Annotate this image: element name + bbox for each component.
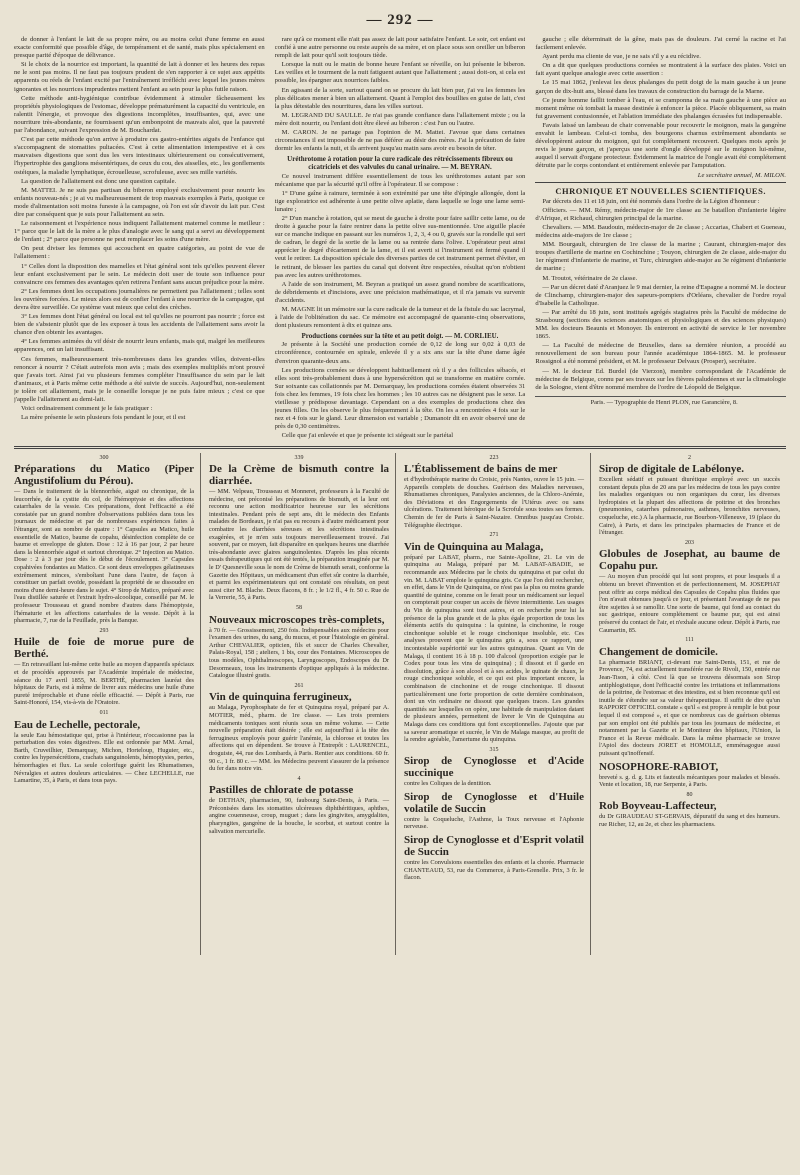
- ad-body: préparé par LABAT, pharm., rue Sainte-Apolline, 21. Le vin de quinquina au Malaga, préparé par M. LABAT-ABADIE, se recommande aux Médecins par le choix du quinquina et par celui du vin. M. LABAT emploie le quinquina gris. Ce que l'on doit rechercher, en effet, dans le Vin de Quinquina, ce n'est pas la plus ou moins grande quantité de quinine, comme on le ferait pour un médicament sur lequel on compterait pour couper un accès de fièvre intermittente. Les usages du Vin de quinquina sont tout autres, et on recherche pour lui la présence de la plus grande et de la plus égale proportion de tous les éléments actifs du quinquina : la quinine, la cinchonine, le rouge cinchonique soluble et le rouge cinchonique insoluble, etc. Ces analyses prouvent que le quinquina gris a, sous ce rapport, une incontestable supériorité sur les autres quinquinas. Quant au Vin de Malaga, il contient 16 à 18 p. 100 d'alcool (proportion exigée par le Codex pour tous les vins de quinquina) ; il dissout et il garde en dissolution, grâce à son alcool et à ses acides, le quinate de chaux, le rouge cinchonique soluble, et ce qui est plus important encore, la combinaison de cinchonine et de rouge cinchonique. Il dissout particulièrement une forte proportion de cette dernière combinaison, dont un vin ordinaire ne dissout que quelques traces. Les grandes quantités sur lesquelles on opère, une habitude de manipulation datant de plusieurs années, permettent de livrer le Vin de Quinquina au Malaga dans ces conditions qui font exceptionnelles. J'ajoute que par sa saveur aromatique et sucrée, le Vin de Malaga masque, au profit de la rendre agréable, l'amertume du quinquina.: [404, 553, 584, 744]
- ad-number: 011: [99, 709, 109, 716]
- paragraph: 1° Celles dont la disposition des mamelles et l'état général sont tels qu'elles peuvent élever leur enfant exclusivement par le sein. Le médecin doit user de toute son influence pour convaincre ces femmes des avantages qu'en retirera l'enfant sans aucun préjudice pour la mère.: [14, 262, 265, 286]
- paragraph: 3° Les femmes dont l'état général ou local est tel qu'elles ne pourront pas nourrir ; force est bien de s'abstenir plutôt que de les exposer à tous les accidents de l'allaitement sans avoir la chance d'en obtenir les avantages.: [14, 313, 265, 337]
- section-divider: [14, 446, 786, 449]
- divider: [535, 182, 786, 183]
- paragraph: Si le choix de la nourrice est important, la quantité de lait à donner et les heures des repas ne le sont pas moins. Il ne faut pas toujours prudent de s'en rapporter à ce sujet aux appétits apparents ou réels de l'enfant excité par l'entraînement irréfléchi avec lequel les jeunes mères ignorantes et les nourrices imprudentes mettent l'enfant au sein pour la plus futile raison.: [14, 61, 265, 93]
- ad-body: — MM. Velpeau, Trousseau et Monneret, professeurs à la Faculté de médecine, ont préconisé les préparations de bismuth, et la leur ont reconnu une action modificatrice heureuse sur les sécrétions intestinales. Pendant près de sept ans, dit le médecin des Enfants malades de Bordeaux, je n'ai pas eu recours à d'autre médicament pour combattre les diarrhées séreuses et les sécrétions intestinales exagérées, et je m'en suis toujours merveilleusement trouvé. J'ai souvent, par ce moyen, fait disparaître en quelques heures une diarrhée très-abondante avec glaires sanguinolentes. D'après les plus récents essais thérapeutiques qui ont été tentés, la préparation imaginée par M. le D' Quesneville sous le nom de Crème de bismuth serait, conforme la Gazette des Hôpitaux, un médicament d'un effet sûr contre la diarrhée, et parmi les expérimentateurs qui ont constaté ces résultats, on peut aussi citer M. Blache. Deux flacons, 8 fr. ; le 1/2 fl., 4 fr. 50 c. Rue de la Verrerie, 55, à Paris.: [209, 488, 389, 602]
- ad-column-4: [599, 453, 786, 955]
- advertisement: [209, 605, 389, 680]
- advertisement: [14, 455, 194, 625]
- paragraph: Ce nouvel instrument diffère essentiellement de tous les uréthrotomes autant par son mécanisme que par la sécurité qu'il offre à l'opérateur. Il se compose :: [274, 172, 526, 188]
- ad-title: Vin de Quinquina au Malaga,: [404, 540, 544, 553]
- article-column-3: [535, 36, 786, 442]
- ad-column-3: [404, 453, 591, 955]
- paragraph: rare qu'à ce moment elle n'ait pas assez de lait pour satisfaire l'enfant. Le soir, cet enfant est confié à une autre personne ou reste auprès de sa mère, et on place sous son oreiller un biberon rempli de lait pour qu'il soit toujours tiède.: [274, 36, 526, 60]
- paragraph: On a dit que quelques productions cornées se montraient à la surface des plaies. Voici un fait ayant quelque analogie avec cette assertion :: [535, 62, 786, 78]
- ad-body: — Dans le traitement de la blennorrhée, aiguë ou chronique, de la leucorrhée, de la cystite du col, de l'hémoptysie et des affections catarrhales de la vessie. Ces préparations, dont l'efficacité a été constatée par un grand nombre d'observations publiées dans tous les journaux de médecine et par de nombreuses expériences faites à l'étranger, sont au nombre de quatre : 1° Capsules au Matico, huile essentielle de Matico, baume de copahu, désinfection complète de ce baume et enveloppe de gluten. Dose : 12 à 16 par jour, 2 par heure dans la blennorrhée aiguë et surtout chronique. 2° Injection au Matico. Dose : 2 à 3 par jour dès le début de l'écoulement. 3° Capsules copahivées fondantes au Matico. Ce sont deux enveloppes gélatineuses extrêmement minces, s'emboîtant l'une dans l'autre, de façon à constituer un parfait ovoïde, possédant la propriété de se dissoudre en moins d'une demi-heure dans le sujet. 4° Sirop de Matico, préparé avec l'eau distillée saturée et l'extrait hydro-alcoolique, conseillé par M. le professeur Trousseau et grand nombre d'autres dans l'hémoptysie, l'hématurie et les affections catarrhales de la vessie. Dépôt à la pharmacie, 7, rue de la Feuillade, près la Banque.: [14, 488, 194, 625]
- ad-number: 80: [686, 791, 693, 798]
- ad-body: breveté s. g. d. g. Lits et fauteuils mécaniques pour malades et blessés. Vente et location, 18, rue Serpente, à Paris.: [599, 773, 780, 789]
- ad-title: Sirop de Cynoglosse et d'Huile volatile de Succin: [404, 790, 584, 815]
- paragraph: M. MATTEI. Je ne suis pas partisan du biberon employé exclusivement pour nourrir les enfants nouveau-nés ; je ai vu malheureusement de trop mauvais exemples à Paris, quoique ce mode d'alimentation soit moins funeste à la campagne, où l'on est sûr d'avoir du lait pur. C'est dire par conséquent que je suis pour l'allaitement au sein.: [14, 186, 265, 218]
- advertisement: [404, 455, 584, 530]
- paragraph: A l'aide de son instrument, M. Beyran a pratiqué un assez grand nombre de scarifications, de débridements et d'incisions, avec une précision mathématique, et il n'a jamais vu survenir d'accidents.: [274, 280, 526, 304]
- section-heading: Productions cornées sur la tête et au petit doigt. — M. CORLIEU.: [301, 332, 499, 341]
- paragraph: M. MAGNE lit un mémoire sur la cure radicale de la tumeur et de la fistule du sac lacrymal, à l'aide de l'oblitération du sac. Ce mémoire est accompagné de quarante-cinq observations, dont plusieurs remontent à dix et quinze ans.: [274, 306, 526, 330]
- ad-body: Excellent sédatif et puissant diurétique employé avec un succès constant depuis plus de 20 ans par les médecins de tous les pays contre les maladies organiques ou non organiques du cœur, les diverses hydropisies et la plupart des affections de poitrine et des bronches (pneumonies, catarrhes pulmonaires, asthmes, bronchites nerveuses, coqueluche, etc.) A la pharmacie, rue Bourbon-Villeneuve, 19 (place du Caire), à Paris, et dans les principales pharmacies de France et de l'étranger.: [599, 476, 780, 537]
- signature: Le secrétaire annuel, M. MILON.: [697, 171, 786, 179]
- ad-title: Huile de foie de morue pure de Berthé.: [14, 636, 194, 661]
- ad-number: 4: [297, 775, 301, 782]
- paragraph: Je présente à la Société une production cornée de 0,12 de long sur 0,02 à 0,03 de circonférence, contournée en spirale, enlevée il y a six ans sur la tête d'une dame âgée d'environ quarante-deux ans.: [274, 341, 526, 365]
- advertisement: [599, 540, 780, 634]
- page-number: — 292 —: [366, 12, 434, 28]
- advertisement: [209, 776, 389, 836]
- paragraph: Ce jeune homme faillit tomber à l'eau, et se cramponna de sa main gauche à une pièce au moment même où tombait la masse destinée à enfoncer la pièce. Placée obliquement, sa main fut gravement contusionnée, et l'ablation immédiate des phalanges écrasées fut indispensable.: [535, 96, 786, 120]
- ad-title: Sirop de Cynoglosse et d'Acide succinique: [404, 755, 584, 780]
- advertisement: [404, 834, 584, 882]
- paragraph: — Par arrêté du 18 juin, sont institués agrégés stagiaires près la Faculté de médecine de Strasbourg (sections des sciences anatomiques et physiologiques et des sciences physiques) MM. les docteurs Beaunis et Monoyer. Ils entreront en activité de service le 1er novembre 1865.: [535, 308, 786, 341]
- paragraph: 2° Les femmes dont les occupations journalières ne permettent pas l'allaitement ; telles sont les ouvrières forcées. Le mieux alors est de confier l'enfant à une nourrice de la campagne, qui devra être surveillée. Ce système vaut mieux que celui des crèches.: [14, 287, 265, 311]
- ad-body: à 70 fr. — Grossissement, 250 fois. Indispensables aux médecins pour l'examen des urines, du sang, du mucus, et pour l'histologie en général. Arthur CHEVALIER, opticien, fils et succr de Charles Chevalier, Palais-Royal, 158 ; ateliers, 1 bis, cour des Fontaines. Microscopes de tous modèles, Ophthalmoscopes, Laryngoscopes, Endoscopes du Dr Desormeaux, tous les instruments d'optique appliqués à la médecine. Catalogue illustré gratis.: [209, 626, 389, 680]
- ad-body: du Dr GIRAUDEAU ST-GERVAIS, dépuratif du sang et des humeurs. rue Richer, 12, au 2e, et chez les pharmaciens.: [599, 813, 780, 828]
- ad-title: Rob Boyveau-Laffecteur,: [599, 800, 717, 813]
- chronicle-heading: CHRONIQUE ET NOUVELLES SCIENTIFIQUES.: [555, 185, 766, 196]
- paragraph: Les productions cornées se développent habituellement où il y a des follicules sébacés, et elles sont très-probablement dues à une hypersécrétion qui se transforme en matière cornée. Sur soixante cas collationnés par M. Demarquay, les productions cornées étaient observées 31 fois chez les femmes, 19 fois chez les hommes ; les 10 autres cas ne désignent pas le sexe. La vieillesse y prédispose davantage. Cependant on a des exemples de productions chez des jeunes filles. On les observe le plus fréquemment à la tête. On les a rencontrées 4 fois sur le nez et 4 fois sur le gland. Leur dimension est variable ; Dumanoir dit en avoir observé une de près de 0,30 centimètres.: [274, 366, 526, 431]
- paragraph: — Par un décret daté d'Aranjuez le 9 mai dernier, la reine d'Espagne a nommé M. le docteur de Clinchamp, chirurgien-major des sapeurs-pompiers d'Orléans, chevalier de l'ordre royal d'Isabelle la Catholique.: [535, 283, 786, 307]
- paragraph: gauche ; elle déterminait de la gêne, mais pas de douleurs. J'ai cerné la racine et l'ai facilement enlevée.: [535, 36, 786, 52]
- paragraph: de donner à l'enfant le lait de sa propre mère, ou au moins celui d'une femme en aussi exacte conformité que possible d'âge, de tempérament et de santé, mais plus spécialement en presque parité d'époque de délivrance.: [14, 36, 265, 60]
- paragraph: M. LEGRAND DU SAULLE. Je n'ai pas grande confiance dans l'allaitement mixte ; ou la mère doit nourrir, ou l'enfant doit être élevé au biberon : c'est l'un ou l'autre.: [274, 111, 526, 127]
- paragraph: 2° D'un manche à rotation, qui se meut de gauche à droite pour faire saillir cette lame, ou de droite à gauche pour la faire rentrer dans la petite olive sus-mentionnée. Une aiguille placée sur ce manche indique en passant sur les numéros 1, 2, 3, 4 ou 0, gravés sur la rondelle qui sert de cadran, le degré de la sortie de la lame ou sa rentrée dans l'olive. L'opérateur peut ainsi apprécier le degré d'écartement de la lame, et il est averti si l'instrument est fermé quand il veut le retirer. La disposition spéciale des diverses parties de cet instrument permet d'éviter, en le retirant, de blesser les parties du canal qui doivent être respectées, résultat qu'on n'obtient pas avec les autres uréthrotomes.: [274, 214, 526, 279]
- ad-body: La pharmacie BRIANT, ci-devant rue Saint-Denis, 151, et rue de Provence, 74, est actuellement transférée rue de Rivoli, 150, entrée rue Jean-Tison, à côté. C'est là que se trouvera désormais son Sirop antiphlogistique, dont l'efficacité contre les irritations et inflammations de la poitrine, de l'estomac et des intestins, est si bien reconnue qu'il est inutile de s'étendre sur sa valeur thérapeutique. Il suffit de dire qu'un RAPPORT OFFICIEL constate « qu'il « est propre à remplir le but pour lequel il est composé », et que ce nombreux cas de guérison obtenus par son emploi ont été publiés par tous les journaux de médecine, et notamment par la Gazette et le Moniteur des hôpitaux, l'Union, la France et la Revue médicale. Dans la même pharmacie se trouve l'Apiol des docteurs JORET et HOMOLLE, emménagogue aussi puissant qu'inoffensif.: [599, 658, 780, 757]
- ad-title: L'Établissement de bains de mer: [404, 463, 558, 476]
- paragraph: Cette méthode anti-hygiénique contribue évidemment à stimuler fâcheusement les propriétés physiologiques de l'estomac, développe prématurément la capacité du ventricule, en ralentit l'énergie, et provoque des digestions incomplètes, insuffisantes, qui, avec une nourriture très-abondante, ne fournissent qu'un embonpoint de mauvais aloi, que la pauvreté par l'abondance, suivant l'expression de M. Bouchardat.: [14, 94, 265, 135]
- section-heading: Uréthrotome à rotation pour la cure radicale des rétrécissements fibreux ou cicatriciels et des valvules du canal urinaire. — M. BEYRAN.: [287, 155, 513, 172]
- advertisement: [209, 455, 389, 603]
- ad-number: 111: [685, 637, 694, 644]
- paragraph: Voici ordinairement comment je le fais pratiquer :: [21, 405, 153, 413]
- advertisement: [14, 628, 194, 707]
- paragraph: La question de l'allaitement est donc une question capitale.: [21, 177, 177, 185]
- paragraph: M. Troutot, vétérinaire de 2e classe.: [542, 274, 638, 282]
- ad-title: Pastilles de chlorate de potasse: [209, 784, 354, 797]
- ad-title: Sirop de Cynoglosse et d'Esprit volatil de Succin: [404, 834, 584, 859]
- ad-number: 203: [685, 539, 694, 546]
- advertisement: [209, 683, 389, 773]
- paragraph: 1° D'une gaîne à rainure, terminée à son extrémité par une tête d'épingle allongée, dont la tige exploratrice est adhérente à une petite olive aplatie, dans laquelle se loge une lame semi-lunaire ;: [274, 189, 526, 213]
- ad-number: 300: [99, 454, 109, 461]
- ad-body: au Malaga, Pyrophosphate de fer et Quinquina royal, préparé par A. MOTIER, méd., pharm. de 1re classe. — Les trois premiers médicaments toniques sont réunis sous un même volume. — Cette nouvelle préparation était désirée ; elle est aujourd'hui à la tête des ferrugineux employés pour guérir l'anémie, la chlorose et toutes les affections qui en dépendent. Se trouve à l'Entrepôt : LAURENCEL, droguiste, 44, rue des Lombards, à Paris. Rentier aux conditions. 60 fr. 90 c., 1 fr. 80 c. — MM. les Médecins peuvent s'assurer de la présence du fer dans notre vin.: [209, 704, 389, 773]
- ad-title: Eau de Lechelle, pectorale,: [14, 718, 141, 731]
- paragraph: Chevaliers. — MM. Baudouin, médecin-major de 2e classe ; Accarias, Chabert et Gueneau, médecins aide-majors de 1re classe ;: [535, 223, 786, 240]
- paragraph: Par décrets des 11 et 18 juin, ont été nommés dans l'ordre de la Légion d'honneur :: [542, 197, 760, 205]
- ad-number: 315: [489, 746, 499, 753]
- article-column-2: [275, 36, 526, 442]
- advertisement: [599, 455, 780, 537]
- ad-number: 293: [99, 627, 109, 634]
- ad-body: — En retravaillant lui-même cette huile au moyen d'appareils spéciaux et de procédés approuvés par l'Académie impériale de médecine, séance du 17 avril 1855, M. BERTHÉ, pharmacien lauréat des hôpitaux de Paris, est à même de livrer aux médecins une huile d'une pureté irréprochable et d'une réelle efficacité. — Dépôt à Paris, rue Saint-Honoré, 154, vis-à-vis de l'Oratoire.: [14, 661, 194, 707]
- ad-title: Sirop de digitale de Labélonye.: [599, 463, 744, 476]
- paragraph: Lorsque la nuit ou le matin de bonne heure l'enfant se réveille, on lui présente le biberon. Les veilles et le tourment de la nuit fatiguent autant que l'allaitement ; aussi doit-on, si cela est possible, les épargner aux nourrices faibles.: [274, 61, 526, 85]
- ad-number: 223: [489, 454, 499, 461]
- paragraph: C'est par cette méthode qu'on arrive à produire ces gastro-entérites aiguës de l'enfance qui s'accompagnent de stomatites pultacées. C'est à cette alimentation intempestive et à ces mauvaises digestions que sont dus les vers intestinaux ultérieurement ou consécutivement, l'hypertrophie des ganglions mésentériques, de ceux du cou, des aisselles, etc., les gonflements ostéiques, la maladie lymphatique, écrouelleuse, scrofuleuse, avec ses mille variétés.: [14, 136, 265, 176]
- paragraph: — M. le docteur Ed. Burdel (de Vierzon), membre correspondant de l'Académie de médecine de Belgique, connu par ses travaux sur les fièvres paludéennes et sur la climatologie de la Sologne, vient d'être nommé membre de l'ordre de Léopold de Belgique.: [535, 367, 786, 391]
- paragraph: Celle que j'ai enlevée et que je présente ici siégeait sur le pariétal: [281, 432, 454, 440]
- ad-number: 2: [688, 454, 691, 461]
- paragraph: M. CARON. Je ne partage pas l'opinion de M. Mattei. J'avoue que dans certaines circonstances il est impossible de ne pas déférer au désir des mères. J'ai la précaution de faire dormir les enfants la nuit, et ils arrivent jusqu'au matin sans avoir eu besoin de téter.: [274, 129, 526, 153]
- ad-column-2: [209, 453, 396, 955]
- ad-number: 261: [294, 682, 304, 689]
- ad-number: 339: [294, 454, 304, 461]
- article-columns: [14, 36, 786, 442]
- advertisements: [14, 453, 786, 955]
- advertisement: [404, 791, 584, 831]
- paragraph: On peut diviser les femmes qui accouchent en quatre catégories, au point de vue de l'allaitement :: [14, 245, 265, 261]
- advertisement: [599, 637, 780, 757]
- ad-body: — Au moyen d'un procédé qui lui sont propres, et pour lesquels il a obtenu un brevet d'invention et de perfectionnement, M. JOSEPHAT peut offrir au corps médical des Capsules de Copahu plus fluides que l'on n'avait obtenues jusqu'à ce jour, et présentant l'avantage de ne pas être sujettes à se ramollir. Une sorte de baume, qui fond au contact du suc gastrique, entoure complétement ce baume pur, qui est ainsi préservé du contact de l'air, et n'exhale aucune odeur. Dépôt à Paris, rue Caumartin, 85.: [599, 573, 780, 634]
- advertisement: [599, 761, 780, 789]
- paragraph: 4° Les femmes animées du vif désir de nourrir leurs enfants, mais qui, malgré les meilleures apparences, ont un lait insuffisant.: [14, 338, 265, 354]
- ad-body: de DETHAN, pharmacien, 90, faubourg Saint-Denis, à Paris. — Préconisées dans les stomatites ulcéreuses diphthéritiques, aphthes, angine couenneuse, croup, muguet ; dans les gingivites, amygdalites, pharyngites, gangrène de la bouche, le scorbut, et surtout contre la salivation mercurielle.: [209, 797, 389, 835]
- ad-number: 58: [296, 605, 302, 611]
- ad-number: 271: [489, 532, 499, 539]
- ad-body: contre les Coliques de la dentition.: [404, 780, 492, 788]
- ad-body: et d'hydrothérapie marine du Croisic, près Nantes, ouvre le 15 juin. — Appareils complets de douches. Guérison des Maladies nerveuses, Rhumatismes chroniques, Paralysies anciennes, de la Chloro-Anémie, des Déviations et des Engorgements de l'Utérus avec ou sans ulcérations. Traitement héroïque de la Scrofule sous toutes ses formes. Chemin de fer de Paris à Saint-Nazaire. Omnibus jusqu'au Croisic. Télégraphie électrique.: [404, 476, 584, 529]
- ad-body: contre les Convulsions essentielles des enfants et la chorée. Pharmacie CHANTEAUD, 53, rue du Commerce, à Paris-Grenelle. Prix, 3 fr. le flacon.: [404, 859, 584, 882]
- paragraph: — La Faculté de médecine de Bruxelles, dans sa dernière réunion, a procédé au renouvellement de son bureau pour l'année académique 1864-1865. M. le professeur Rossignol a été nommé président, et M. le professeur Delvaux (Prosper), secrétaire.: [535, 342, 786, 366]
- advertisement: [14, 710, 194, 785]
- paragraph: Ces femmes, malheureusement très-nombreuses dans les grandes villes, doivent-elles renoncer à nourrir ? C'était autrefois mon avis ; mais des exemples multipliés m'ont prouvé que j'avais tort. Ainsi j'ai vu plusieurs femmes compléter l'insuffisance du sein par le lait d'animaux, et à Paris même cette méthode a été suivie de succès. Aujourd'hui, non-seulement je tolère cet allaitement, mais je le conseille lorsque je ne puis faire mieux ; c'est ce que j'appelle l'allaitement au demi-lait.: [14, 355, 265, 404]
- paragraph: Le raisonnement et l'expérience nous indiquent l'allaitement maternel comme le meilleur : 1° parce que le lait de la mère a le plus d'analogie avec le sang qui a servi au développement de l'enfant ; 2° parce que personne ne peut remplacer les soins d'une mère.: [14, 220, 265, 244]
- ad-title: Globules de Josephat, au baume de Copahu pur.: [599, 548, 780, 573]
- ad-title: Changement de domicile.: [599, 645, 718, 658]
- paragraph: En agissant de la sorte, surtout quand on se procure du lait bien pur, j'ai vu les femmes les plus délicates mener à bien un allaitement. Quant à l'emploi des bouillies en guise de lait, c'est la plus détestable des nourritures, dans les villes surtout.: [274, 86, 526, 110]
- advertisement: [599, 792, 780, 829]
- ad-body: la seule Eau hémostatique qui, prise à l'intérieur, n'occasionne pas la perturbation des voies digestives. Elle est ordonnée par MM. Arnal, Barth, Cruveilhier, Demarquay, Michon, Horteloup, Huguier, etc., contre les hypersécrétions, crachats sanguinolents, hémoptysies, pertes, hémorrhagies et flux. La seule colorifuge guérit les Rhumatismes, Névralgies et autres douleurs articulaires. — Chez LECHELLE, rue Lamartine, 35, à Paris, et dans tous pays.: [14, 731, 194, 785]
- paragraph: Le 15 mai 1862, j'enlevai les deux phalanges du petit doigt de la main gauche à un jeune garçon de dix-huit ans, blessé dans les travaux de construction du barrage de la Marne.: [535, 79, 786, 95]
- advertisement: [404, 747, 584, 788]
- article-column-1: [14, 36, 265, 442]
- paragraph: Ayant perdu ma cliente de vue, je ne sais s'il y a eu récidive.: [542, 53, 701, 61]
- ad-title: Nouveaux microscopes très-complets,: [209, 613, 385, 626]
- ad-title: Préparations du Matico (Piper Angustifolium du Pérou).: [14, 463, 194, 488]
- ad-body: contre la Coqueluche, l'Asthme, la Toux nerveuse et l'Aphonie nerveuse.: [404, 815, 584, 831]
- printer-imprint: Paris. — Typographie de Henri PLON, rue Garancière, 8.: [535, 396, 786, 407]
- ad-title: NOSOPHORE-RABIOT,: [599, 760, 719, 773]
- paragraph: Officiers. — MM. Rémy, médecin-major de 1re classe au 3e bataillon d'infanterie légère d'Afrique, et Richaud, chirurgien principal de la marine.: [535, 206, 786, 222]
- advertisement: [404, 532, 584, 743]
- ad-column-1: [14, 453, 201, 955]
- ad-title: De la Crème de bismuth contre la diarrhée.: [209, 463, 389, 488]
- paragraph: Favais laissé un lambeau de chair convenable pour recouvrir le moignon, mais la gangrène envahit le lambeau. Celui-ci tomba, des bourgeons charnus extrêmement abondants se développèrent autour du moignon, qui fut complétement recouvert. Quelques mois après je revis le jeune garçon, et j'aperçus une sorte d'ongle développé sur le moignon lui-même, auquel il servait d'organe protecteur. Évidemment la matrice de l'ongle avait été complétement détruite par le corps contondant et entièrement enlevée par l'amputation.: [535, 121, 786, 170]
- paragraph: MM. Bourgault, chirurgien de 1re classe de la marine ; Caurant, chirurgien-major des troupes d'artillerie de marine en Cochinchine ; Touyon, chirurgien de 2e classe, aide-major du 1er régiment d'infanterie de marine, et Turc, chirurgien aide-major au 3e régiment d'infanterie de marine ;: [535, 241, 786, 273]
- paragraph: La mère présente le sein plusieurs fois pendant le jour, et il est: [21, 414, 186, 422]
- ad-title: Vin de quinquina ferrugineux,: [209, 691, 352, 704]
